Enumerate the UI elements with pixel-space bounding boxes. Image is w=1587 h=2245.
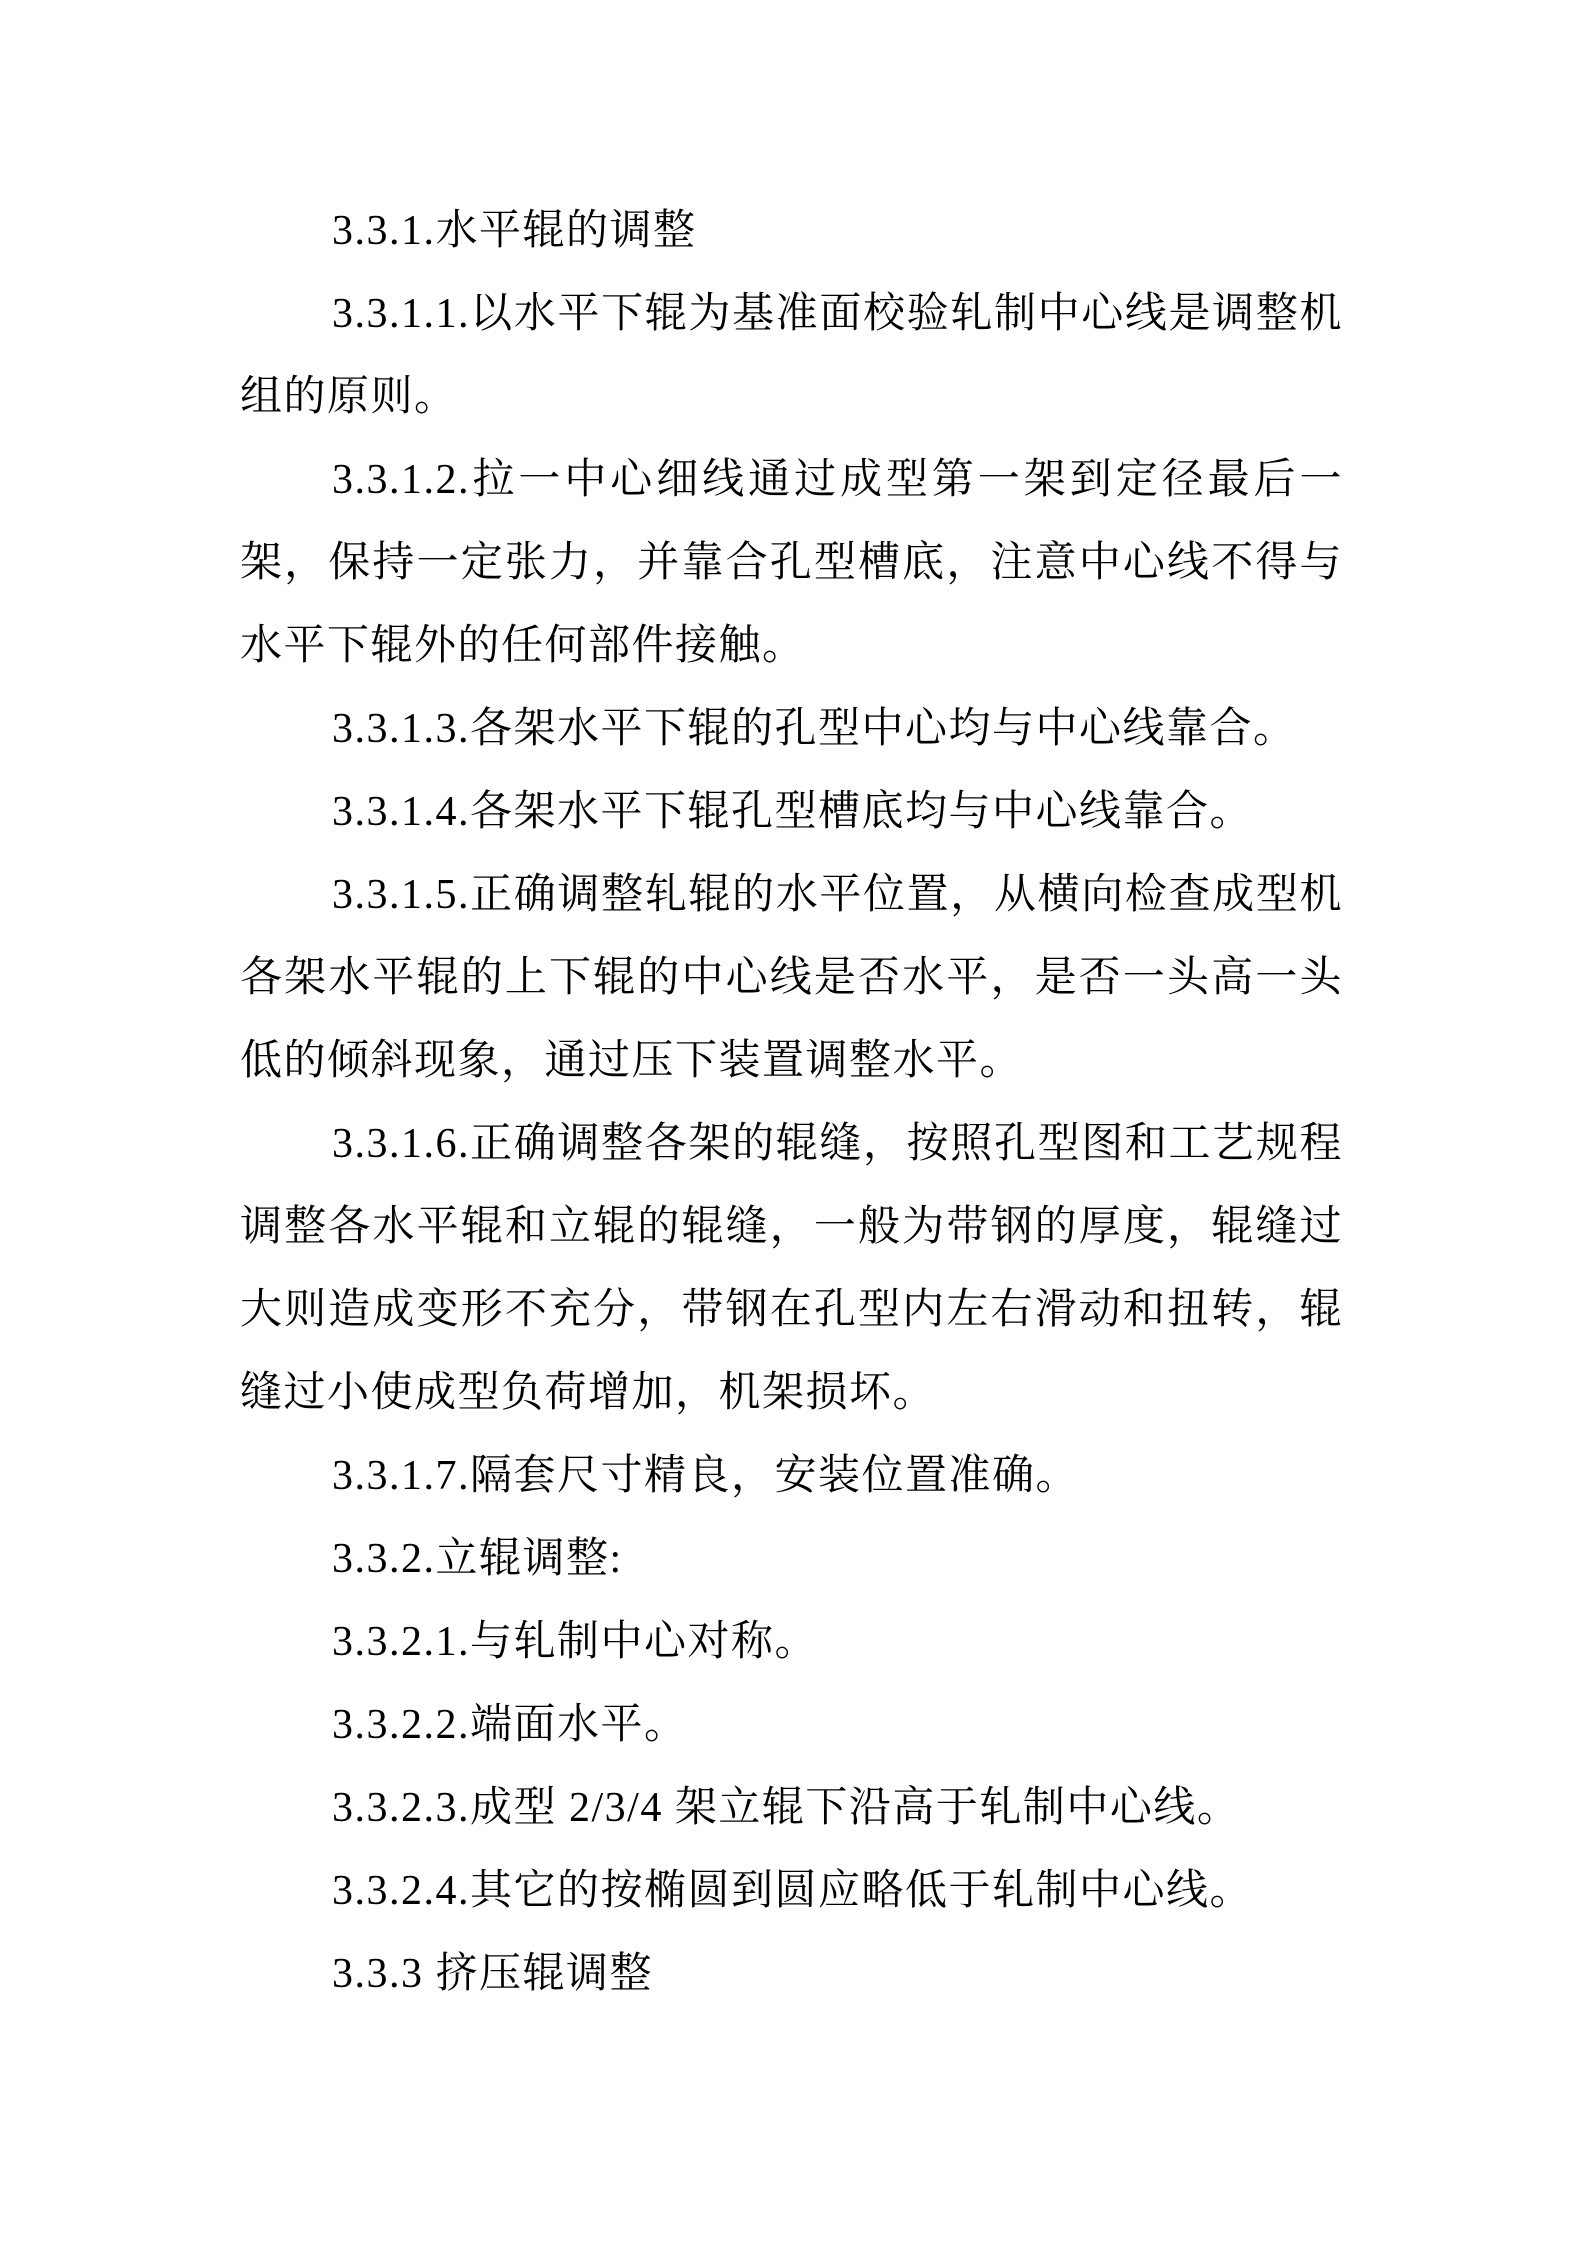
heading-horizontal-roll-adjustment: 3.3.1.水平辊的调整	[332, 208, 697, 254]
heading-squeeze-roll-adjustment: 3.3.3 挤压辊调整	[332, 1951, 654, 1997]
paragraph-3-3-2-1: 3.3.2.1.与轧制中心对称。	[332, 1619, 819, 1665]
paragraph-3-3-1-5: 3.3.1.5.正确调整轧辊的水平位置，从横向检查成型机各架水平辊的上下辊的中心线是否水平，是否一头高一头低的倾斜现象，通过压下装置调整水平。	[240, 872, 1343, 1084]
paragraph-3-3-2-4: 3.3.2.4.其它的按椭圆到圆应略低于轧制中心线。	[332, 1868, 1254, 1914]
paragraph-3-3-1-6: 3.3.1.6.正确调整各架的辊缝，按照孔型图和工艺规程调整各水平辊和立辊的辊缝，一般为带钢的厚度，辊缝过大则造成变形不充分，带钢在孔型内左右滑动和扭转，辊缝过小使成型负荷增加，机架损坏。	[240, 1121, 1343, 1416]
paragraph-3-3-1-2: 3.3.1.2.拉一中心细线通过成型第一架到定径最后一架，保持一定张力，并靠合孔型槽底，注意中心线不得与水平下辊外的任何部件接触。	[240, 457, 1343, 669]
paragraph-3-3-1-7: 3.3.1.7.隔套尺寸精良，安装位置准确。	[332, 1453, 1080, 1499]
paragraph-3-3-1-1: 3.3.1.1.以水平下辊为基准面校验轧制中心线是调整机组的原则。	[240, 291, 1343, 420]
paragraph-3-3-2-3: 3.3.2.3.成型 2/3/4 架立辊下沿高于轧制中心线。	[332, 1785, 1241, 1831]
paragraph-3-3-1-4: 3.3.1.4.各架水平下辊孔型槽底均与中心线靠合。	[332, 789, 1254, 835]
paragraph-3-3-1-3: 3.3.1.3.各架水平下辊的孔型中心均与中心线靠合。	[332, 706, 1297, 752]
heading-vertical-roll-adjustment: 3.3.2.立辊调整:	[332, 1536, 623, 1582]
paragraph-3-3-2-2: 3.3.2.2.端面水平。	[332, 1702, 688, 1748]
